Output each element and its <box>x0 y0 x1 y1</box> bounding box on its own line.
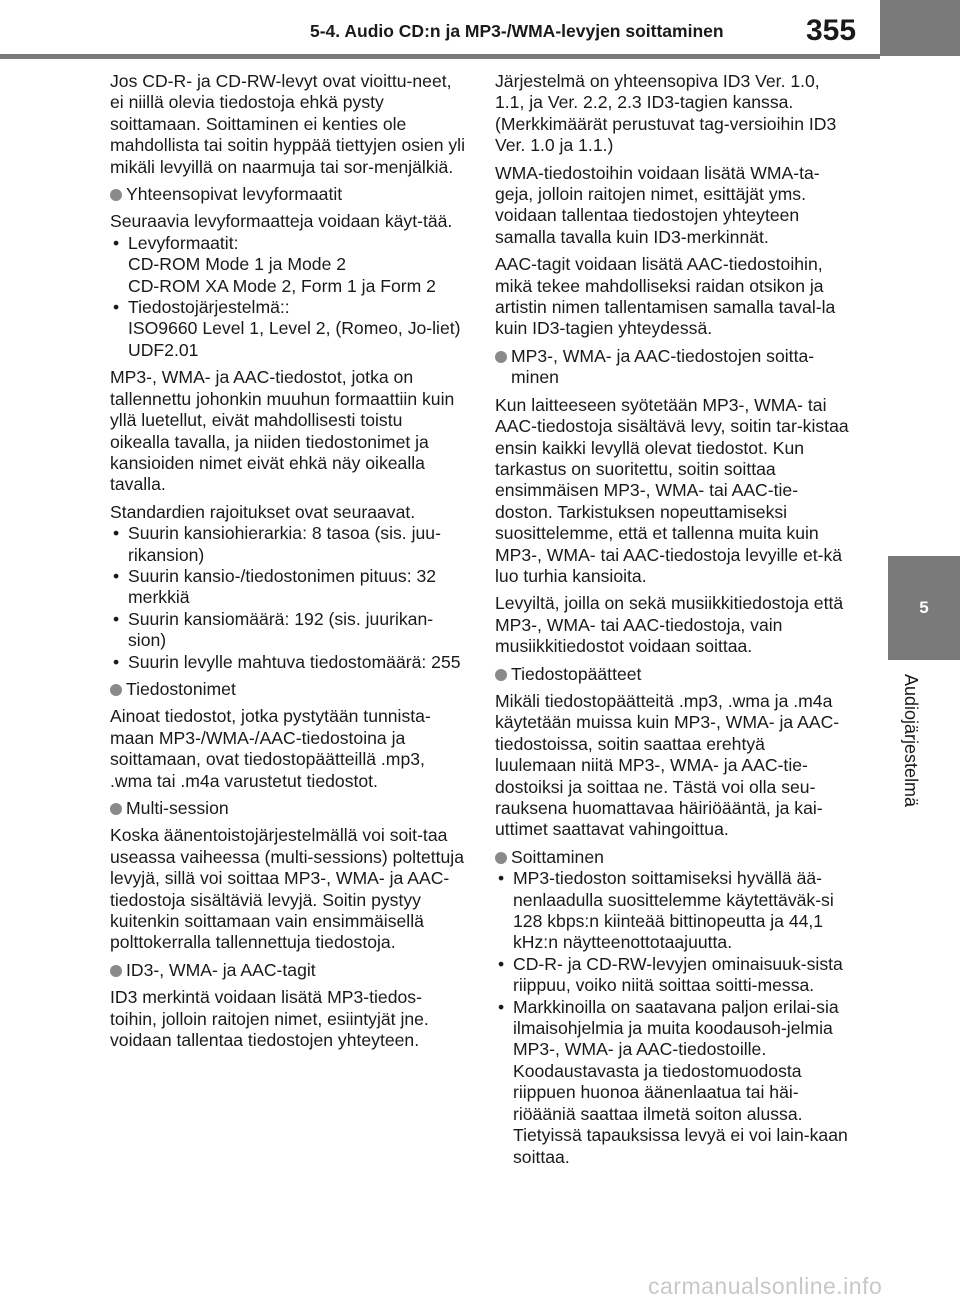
section-title: 5-4. Audio CD:n ja MP3-/WMA-levyjen soittaminen <box>310 21 724 41</box>
header-tab <box>880 0 960 56</box>
heading-text: MP3-, WMA- ja AAC-tiedostojen soitta-minen <box>511 345 815 388</box>
list-item: • Suurin kansio-/tiedostonimen pituus: 32 merkkiä <box>110 566 465 609</box>
heading-text: Multi-session <box>126 798 229 818</box>
chapter-label: Audiojärjestelmä <box>901 674 921 808</box>
bullet-dot-icon <box>110 965 122 977</box>
paragraph: ID3 merkintä voidaan lisätä MP3-tiedos-toihin, jolloin raitojen nimet, esiintyjät jne. voidaan tallentaa tiedostojen yhteyteen. <box>110 987 429 1051</box>
list-subline: ISO9660 Level 1, Level 2, (Romeo, Jo-liet) <box>128 318 461 339</box>
section-heading <box>495 847 850 868</box>
list-item: • Markkinoilla on saatavana paljon erilai-sia ilmaisohjelmia ja muita koodausoh-jelmia MP3-, WMA- ja AAC-tiedostoille. Koodaustavasta ja tiedostomuodosta riippuen huonoa äänenlaatua tai häi-riöääniä saattaa ilmetä soiton alussa. Tietyissä tapauksissa levyä ei voi lain-kaan soittaa. <box>495 997 850 1168</box>
paragraph: Järjestelmä on yhteensopiva ID3 Ver. 1.0, 1.1, ja Ver. 2.2, 2.3 ID3-tagien kanssa. (Merkkimäärät perustuvat tag-versioihin ID3 Ver. 1.0 ja 1.1.) <box>495 71 837 156</box>
list-subline: CD-ROM Mode 1 ja Mode 2 <box>128 254 347 275</box>
header-rule <box>0 54 880 59</box>
paragraph: Kun laitteeseen syötetään MP3-, WMA- tai AAC-tiedostoja sisältävä levy, soitin tar-kistaa ensin kaikki levyllä olevat tiedostot. Kun tarkastus on suoritettu, soitin soittaa ensimmäisen MP3-, WMA- tai AAC-tie-doston. Tarkistuksen nopeuttamiseksi suosittelemme, että et tallenna muita kuin MP3-, WMA- tai AAC-tiedostoja levyille et-kä luo turhia kansioita. <box>495 394 849 586</box>
paragraph: MP3-, WMA- ja AAC-tiedostot, jotka on tallennettu johonkin muuhun formaattiin kuin yllä luetellut, eivät mahdollisesti toistu oikealla tavalla, ja niiden tiedostonimet ja kansioiden nimet eivät ehkä näy oikealla tavalla. <box>110 367 455 495</box>
paragraph: Mikäli tiedostopäätteitä .mp3, .wma ja .m4a käytetään muissa kuin MP3-, WMA- ja AAC-tiedostoissa, soitin saattaa erehtyä luulemaan niitä MP3-, WMA- ja AAC-tie-dostoiksi ja soittaa ne. Tästä voi olla seu-rauksena huomattavaa häiriöääntä, ja kai-uttimet saattavat vahingoittua. <box>495 690 840 840</box>
list-item: • Suurin kansiohierarkia: 8 tasoa (sis. juu-rikansion) <box>110 523 465 566</box>
section-heading <box>110 798 465 819</box>
paragraph: WMA-tiedostoihin voidaan lisätä WMA-ta-geja, jolloin raitojen nimet, esittäjät yms. voidaan tallentaa tiedostojen yhteyteen samalla tavalla kuin ID3-merkinnät. <box>495 162 820 247</box>
paragraph: Standardien rajoitukset ovat seuraavat. <box>110 501 416 522</box>
section-heading <box>495 664 850 685</box>
heading-text: Tiedostopäätteet <box>511 663 642 684</box>
heading-text: Soittaminen <box>511 846 604 867</box>
page-number: 355 <box>806 14 857 47</box>
left-column <box>110 71 465 1051</box>
paragraph: Ainoat tiedostot, jotka pystytään tunnista-maan MP3-/WMA-/AAC-tiedostoina ja soittamaan, ovat tiedostopäätteillä .mp3, .wma tai .m4a varustetut tiedostot. <box>110 706 431 791</box>
paragraph: Seuraavia levyformaatteja voidaan käyt-tää. <box>110 211 453 232</box>
list-item: • MP3-tiedoston soittamiseksi hyvällä ää-nenlaadulla suosittelemme käytettäväk-si 128 kbps:n kiinteää bittinopeutta ja 44,1 kHz:n näytteenottotaajuutta. <box>495 868 850 954</box>
bullet-dot-icon <box>110 684 122 696</box>
chapter-tab <box>888 556 960 660</box>
heading-text: ID3-, WMA- ja AAC-tagit <box>126 959 316 980</box>
heading-text: Tiedostonimet <box>126 678 236 699</box>
list-item: • Suurin levylle mahtuva tiedostomäärä: 255 <box>110 652 465 673</box>
paragraph: Jos CD-R- ja CD-RW-levyt ovat vioittu-neet, ei niillä olevia tiedostoja ehkä pysty soittamaan. Soittaminen ei kenties ole mahdollista tai soitin hyppää tiettyjen osien yli mikäli levyillä on naarmuja tai sor-menjälkiä. <box>110 71 466 177</box>
chapter-number: 5 <box>919 598 929 617</box>
list-item: • Suurin kansiomäärä: 192 (sis. juurikan-sion) <box>110 609 465 652</box>
paragraph: AAC-tagit voidaan lisätä AAC-tiedostoihin, mikä tekee mahdolliseksi raidan otsikon ja artistin nimen tallentamisen samalla taval-la kuin ID3-tagien yhteydessä. <box>495 254 836 339</box>
bullet-dot-icon <box>495 852 507 864</box>
list-item: • CD-R- ja CD-RW-levyjen ominaisuuk-sista riippuu, voiko niitä soittaa soitti-messa. <box>495 954 850 997</box>
list-item: • Levyformaatit: <box>110 233 465 254</box>
watermark: carmanualsonline.info <box>648 1273 883 1299</box>
bullet-dot-icon <box>495 351 507 363</box>
section-heading <box>110 960 465 981</box>
section-heading <box>110 679 465 700</box>
bullet-dot-icon <box>110 803 122 815</box>
bullet-dot-icon <box>110 189 122 201</box>
list-subline: CD-ROM XA Mode 2, Form 1 ja Form 2 <box>128 275 436 296</box>
bullet-dot-icon <box>495 669 507 681</box>
list-item: • Tiedostojärjestelmä:: <box>110 297 465 318</box>
list-subline: UDF2.01 <box>128 339 199 360</box>
right-column <box>495 71 850 1168</box>
section-heading <box>495 346 850 389</box>
heading-text: Yhteensopivat levyformaatit <box>126 184 343 205</box>
section-heading <box>110 184 465 205</box>
paragraph: Koska äänentoistojärjestelmällä voi soit-taa useassa vaiheessa (multi-sessions) poltettuja levyjä, sillä voi soittaa MP3-, WMA- ja AAC-tiedostoja sisältäviä levyjä. Soitin pystyy kuitenkin soittamaan vain ensimmäisellä polttokerralla tallennettuja tiedostoja. <box>110 825 464 953</box>
paragraph: Levyiltä, joilla on sekä musiikkitiedostoja että MP3-, WMA- tai AAC-tiedostoja, vain musiikkitiedostot voidaan soittaa. <box>495 593 844 657</box>
